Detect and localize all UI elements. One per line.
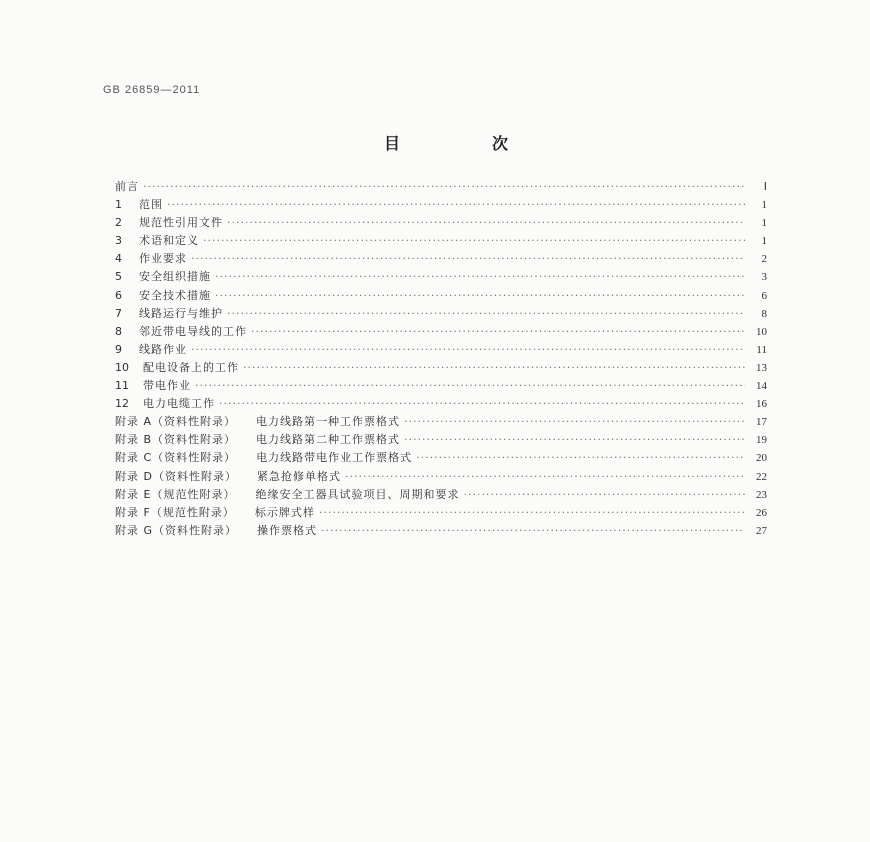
toc-entry-page: 19 (756, 434, 767, 447)
appendix-label: 附录 C（资料性附录） (115, 451, 237, 465)
toc-entry-number: 5 (115, 270, 122, 284)
dot-leader (251, 323, 745, 341)
toc-entry-label: 术语和定义 (139, 234, 199, 248)
toc-entry-number: 11 (115, 379, 129, 393)
appendix-label: 附录 D（资料性附录） (115, 469, 237, 483)
toc-entry-page: 16 (756, 398, 767, 411)
toc-entry-page: 6 (761, 289, 767, 302)
appendix-title: 操作票格式 (257, 523, 318, 537)
toc-entry-label: 线路运行与维护 (139, 306, 223, 320)
toc-entry[interactable] (115, 341, 767, 359)
dot-leader (319, 504, 745, 522)
standard-code: GB 26859—2011 (103, 84, 201, 96)
toc-entry-page: 1 (761, 217, 767, 230)
toc-entry-page: 13 (756, 361, 767, 374)
appendix-title: 电力线路第一种工作票格式 (256, 415, 401, 429)
appendix-title: 电力线路第二种工作票格式 (256, 433, 401, 447)
dot-leader (227, 305, 745, 323)
toc-entry-number: 4 (115, 252, 122, 266)
toc-entry[interactable] (115, 305, 767, 323)
toc-entry-page: 26 (756, 506, 767, 519)
toc-entry[interactable] (115, 268, 767, 286)
toc-title: 目 次 (383, 134, 546, 153)
dot-leader (143, 178, 745, 196)
toc-entry[interactable] (115, 287, 767, 305)
toc-appendix-entry[interactable] (115, 504, 767, 522)
toc-entry-label: 前言 (115, 180, 139, 193)
toc-appendix-entry[interactable] (115, 486, 767, 504)
appendix-label: 附录 G（资料性附录） (115, 523, 238, 537)
appendix-label: 附录 F（规范性附录） (115, 505, 235, 519)
toc-entry-label: 电力电缆工作 (143, 397, 215, 411)
toc-entry[interactable] (115, 178, 767, 196)
toc-entry[interactable] (115, 196, 767, 214)
toc-entry-page: 11 (756, 343, 767, 356)
toc-entry[interactable] (115, 323, 767, 341)
toc-entry-page: 14 (756, 380, 767, 393)
dot-leader (463, 486, 745, 504)
appendix-label: 附录 E（规范性附录） (115, 487, 236, 501)
toc-entry-label: 配电设备上的工作 (143, 360, 239, 374)
appendix-title: 绝缘安全工器具试验项目、周期和要求 (255, 487, 460, 501)
toc-appendix-entry[interactable] (115, 413, 767, 431)
toc-entry-page: 17 (756, 416, 767, 429)
toc-entry-number: 2 (115, 216, 122, 230)
dot-leader (416, 449, 745, 467)
dot-leader (191, 341, 745, 359)
dot-leader (227, 214, 745, 232)
toc-appendix-entry[interactable] (115, 468, 767, 486)
toc-entry-number: 9 (115, 342, 122, 356)
toc-entry-label: 规范性引用文件 (139, 216, 223, 230)
dot-leader (243, 359, 745, 377)
toc-entry-page: 2 (761, 253, 767, 266)
appendix-title: 紧急抢修单格式 (256, 469, 341, 483)
toc-entry-label: 范围 (139, 198, 163, 212)
toc-entry-label: 带电作业 (143, 379, 191, 393)
toc-entry-page: 22 (756, 470, 767, 483)
toc-entry-number: 10 (115, 360, 129, 374)
dot-leader (321, 522, 745, 540)
toc-entry-label: 安全组织措施 (139, 270, 211, 284)
toc-appendix-entry[interactable] (115, 431, 767, 449)
appendix-title: 电力线路带电作业工作票格式 (256, 451, 413, 465)
toc-entry-page: Ⅰ (763, 181, 767, 193)
toc-appendix-entry[interactable] (115, 522, 767, 540)
toc-entry-label: 安全技术措施 (139, 288, 211, 302)
dot-leader (345, 468, 745, 486)
toc-entry[interactable] (115, 232, 767, 250)
appendix-label: 附录 B（资料性附录） (115, 433, 237, 447)
toc-entry-page: 10 (756, 325, 767, 338)
dot-leader (219, 395, 745, 413)
toc-entry[interactable] (115, 359, 767, 377)
table-of-contents (115, 178, 767, 540)
dot-leader (195, 377, 745, 395)
toc-entry[interactable] (115, 214, 767, 232)
appendix-title: 标示牌式样 (254, 505, 315, 519)
toc-entry-number: 12 (115, 397, 129, 411)
toc-entry-number: 1 (115, 198, 122, 212)
toc-entry-page: 1 (761, 199, 767, 212)
toc-entry-page: 27 (756, 524, 767, 537)
dot-leader (404, 413, 745, 431)
dot-leader (215, 268, 745, 286)
toc-entry[interactable] (115, 395, 767, 413)
toc-entry-label: 作业要求 (139, 252, 187, 266)
toc-entry-number: 3 (115, 234, 122, 248)
toc-entry-number: 6 (115, 288, 122, 302)
toc-entry-page: 20 (756, 452, 767, 465)
toc-entry[interactable] (115, 377, 767, 395)
toc-entry-page: 1 (761, 235, 767, 248)
dot-leader (215, 287, 745, 305)
dot-leader (167, 196, 745, 214)
appendix-label: 附录 A（资料性附录） (115, 415, 237, 429)
toc-entry-label: 线路作业 (139, 342, 187, 356)
toc-entry-page: 8 (761, 307, 767, 320)
toc-entry-label: 邻近带电导线的工作 (139, 324, 247, 338)
toc-entry[interactable] (115, 250, 767, 268)
toc-entry-number: 7 (115, 306, 122, 320)
toc-entry-page: 23 (756, 488, 767, 501)
toc-entry-page: 3 (761, 271, 767, 284)
dot-leader (203, 232, 745, 250)
dot-leader (191, 250, 745, 268)
dot-leader (404, 431, 745, 449)
toc-appendix-entry[interactable] (115, 449, 767, 467)
toc-entry-number: 8 (115, 324, 122, 338)
